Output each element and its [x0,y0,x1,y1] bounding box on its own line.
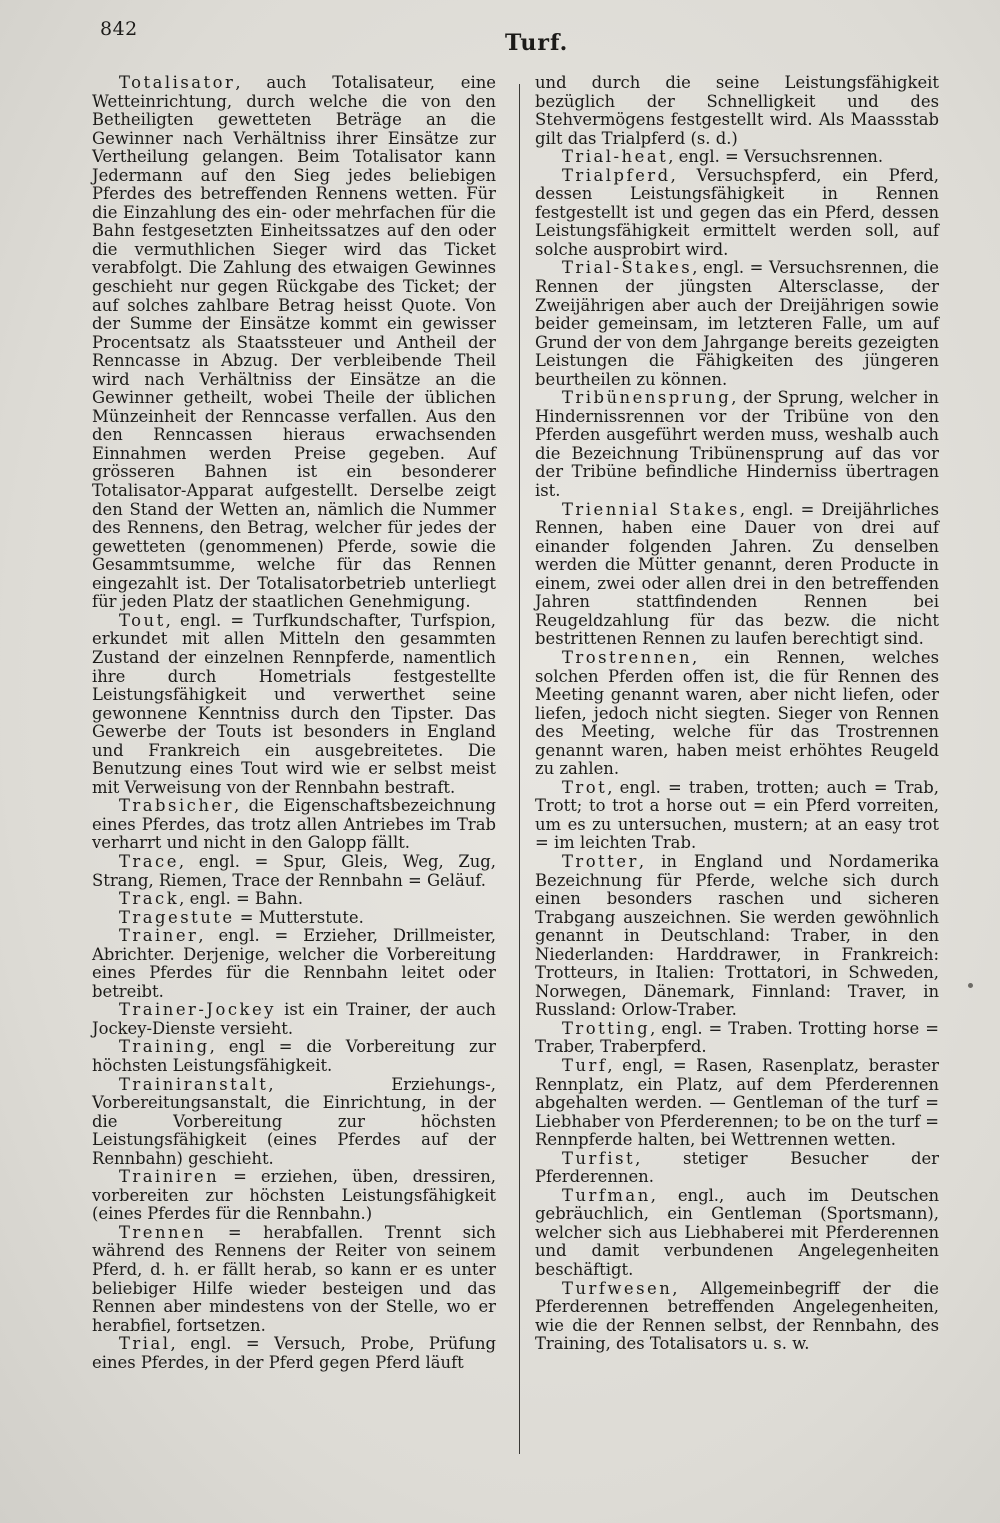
entry-definition: , der Sprung, welcher in Hindernissrennen vor der Tribüne von den Pferden ausgeführt werden muss, weshalb auch die Bezeichnung Tribünensprung auf das vor der Tribüne befindliche Hinderniss übertragen ist. [535,388,939,501]
entry-headword: Trainer [119,926,199,946]
dictionary-entry [92,909,496,928]
entry-definition: = erziehen, üben, dressiren, vorbereiten zur höchsten Leistungsfähigkeit (eines Pferdes für die Rennbahn.) [92,1167,496,1224]
entry-headword: Turfwesen [562,1278,673,1298]
dictionary-entry [535,779,939,853]
dictionary-entry [92,1224,496,1335]
entry-headword: Trialpferd [562,165,671,185]
entry-definition: , die Eigenschaftsbezeichnung eines Pferdes, das trotz allen Antriebes im Trab verharrt und nicht in den Galopp fällt. [92,796,496,853]
entry-definition: und durch die seine Leistungsfähigkeit bezüglich der Schnelligkeit und des Stehvermögens festgestellt wird. Als Maassstab gilt das Trialpferd (s. d.) [535,73,939,148]
entry-definition: , Erziehungs-, Vorbereitungsanstalt, die Einrichtung, in der die Vorbereitung zur höchsten Leistungsfähigkeit (eines Pferdes auf der Rennbahn) geschieht. [92,1074,496,1168]
entry-headword: Trace [119,851,179,871]
entry-definition: , auch Totalisateur, eine Wetteinrichtung, durch welche die von den Betheiligten gewetteten Beträge an die Gewinner nach Verhältniss ihrer Einsätze zur Vertheilung gelangen. Beim Totalisator kann Jedermann auf den Sieg jedes beliebigen Pferdes des betreffenden Rennens wetten. Für die Einzahlung des ein- oder mehrfachen für die Bahn festgesetzten Einheitssatzes auf den oder die vermuthlichen Sieger wird das Ticket verabfolgt. Die Zahlung des etwaigen Gewinnes geschieht nur gegen Rückgabe des Ticket; der auf solches zahlbare Betrag heisst Quote. Von der Summe der Einsätze kommt ein gewisser Procentsatz als Staatssteuer und Antheil der Renncasse in Abzug. Der verbleibende Theil wird nach Verhältniss der Einsätze an die Gewinner getheilt, wobei Theile der üblichen Münzeinheit der Renncasse verfallen. Aus den den Renncassen hieraus erwachsenden Einnahmen werden Preise gegeben. Auf grösseren Bahnen ist ein besonderer Totalisator-Apparat aufgestellt. Derselbe zeigt den Stand der Wetten an, nämlich die Nummer des Rennens, den Betrag, welcher für jedes der gewetteten (genommenen) Pferde, sowie die Gesammtsumme, welche für das Rennen eingezahlt ist. Der Totalisatorbetrieb unterliegt für jeden Platz der staatlichen Genehmigung. [92,73,496,612]
entry-definition: , engl, = Rasen, Rasenplatz, beraster Rennplatz, ein Platz, auf dem Pferderennen abgehalten werden. — Gentleman of the turf = Liebhaber von Pferderennen; to be on the turf = Rennpferde halten, bei Wettrennen wetten. [535,1055,939,1150]
entry-definition: , engl. = Versuch, Probe, Prüfung eines Pferdes, in der Pferd gegen Pferd läuft [92,1334,496,1372]
entry-definition: , engl. = Turfkundschafter, Turfspion, erkundet mit allen Mitteln den gesammten Zustand der einzelnen Rennpferde, namentlich ihre durch Hometrials festgestellte Leistungsfähigkeit und verwerthet seine gewonnene Kenntniss durch den Tipster. Das Gewerbe der Touts ist besonders in England und Frankreich ein ausgebreitetes. Die Benutzung eines Tout wird wie er selbst meist mit Verweisung von der Rennbahn bestraft. [92,610,496,797]
dictionary-entry [535,501,939,649]
page-number: 842 [100,18,138,40]
dictionary-entry [92,612,496,797]
entry-headword: Tribünensprung [562,388,732,408]
entry-headword: Turf [562,1055,608,1075]
print-speck [968,983,973,988]
entry-definition: , engl. = traben, trotten; auch = Trab, Trott; to trot a horse out = ein Pferd vorreiten, um es zu untersuchen, mustern; at an easy trot = im leichten Trab. [535,777,939,853]
dictionary-entry [535,853,939,1020]
entry-headword: Trennen [119,1222,207,1242]
entry-headword: Trainer-Jockey [119,1000,276,1020]
entry-headword: Tragestute [119,907,235,927]
entry-headword: Trial [119,1334,171,1354]
dictionary-entry [92,927,496,1001]
entry-definition: , engl = die Vorbereitung zur höchsten Leistungsfähigkeit. [92,1037,496,1075]
entry-headword: Totalisator [119,73,236,92]
entry-definition: , in England und Nordamerika Bezeichnung für Pferde, welche sich durch einen besonders raschen und sicheren Trabgang auszeichnen. Sie werden gewöhnlich genannt in Deutschland: Traber, in den Niederlanden: Harddrawer, in Frankreich: Trotteurs, in Italien: Trottatori, in Schweden, Norwegen, Dänemark, Finnland: Traver, in Russland: Orlow-Traber. [535,851,939,1020]
entry-definition: = herabfallen. Trennt sich während des Rennens der Reiter von seinem Pferd, d. h. er fällt herab, so kann er es unter beliebiger Hilfe wieder besteigen und das Rennen aber mindestens von der Stelle, wo er herabfiel, fortsetzen. [92,1222,496,1335]
dictionary-entry [535,1150,939,1187]
entry-headword: Trial-heat [562,147,669,167]
entry-headword: Turfist [562,1148,636,1168]
dictionary-entry [535,1057,939,1150]
entry-headword: Trostrennen [562,647,693,667]
dictionary-entry [535,649,939,779]
dictionary-entry [535,1280,939,1354]
entry-headword: Trabsicher [119,796,234,816]
entry-headword: Triennial Stakes [562,499,740,519]
entry-definition: , ein Rennen, welches solchen Pferden offen ist, die für Rennen des Meeting genannt waren, aber nicht liefen, oder liefen, jedoch nicht siegten. Sieger von Rennen des Meeting, welche für das Trostrennen genannt waren, haben meist erhöhtes Reugeld zu zahlen. [535,647,939,779]
entry-headword: Tout [119,610,166,630]
dictionary-entry [92,1168,496,1224]
entry-definition: , engl., auch im Deutschen gebräuchlich, ein Gentleman (Sportsmann), welcher sich aus Liebhaberei mit Pferderennen und damit verbundenen Angelegenheiten beschäftigt. [535,1185,939,1279]
left-column [92,74,496,1372]
entry-definition: , Allgemeinbegriff der die Pferderennen betreffenden Angelegenheiten, wie die der Rennen selbst, der Rennbahn, des Training, des Totalisators u. s. w. [535,1278,939,1354]
dictionary-entry [535,167,939,260]
entry-definition: = Mutterstute. [234,907,364,927]
dictionary-entry [535,389,939,500]
entry-headword: Trotter [562,851,639,871]
entry-headword: Track [119,889,180,909]
dictionary-entry [92,74,496,612]
right-column [535,74,939,1354]
entry-definition: , engl. = Versuchsrennen, die Rennen der jüngsten Altersclasse, der Zweijährigen aber auch der Dreijährigen sowie beider gemeinsam, im letzteren Falle, um auf Grund der von dem Jahrgange bereits gezeigten Leistungen die Fähigkeiten des jüngeren beurtheilen zu können. [535,258,939,389]
entry-definition: , engl. = Versuchsrennen. [668,147,884,167]
dictionary-entry [535,148,939,167]
entry-definition: , engl. = Erzieher, Drillmeister, Abrichter. Derjenige, welcher die Vorbereitung eines Pferdes für die Rennbahn leitet oder betreibt. [92,926,496,1001]
entry-headword: Trainiren [119,1167,220,1187]
entry-definition: , stetiger Besucher der Pferderennen. [535,1148,939,1187]
entry-definition: , engl. = Traben. Trotting horse = Traber, Traberpferd. [535,1018,939,1057]
entry-headword: Trotting [562,1018,651,1038]
entry-headword: Training [119,1037,210,1057]
dictionary-entry [92,1038,496,1075]
dictionary-entry [92,890,496,909]
dictionary-entry [92,1335,496,1372]
entry-headword: Trot [562,777,608,797]
dictionary-entry [535,74,939,148]
dictionary-entry [92,853,496,890]
column-rule [519,84,520,1454]
dictionary-entry [535,1020,939,1057]
entry-definition: , engl. = Spur, Gleis, Weg, Zug, Strang, Riemen, Trace der Rennbahn = Geläuf. [92,851,496,890]
dictionary-entry [92,797,496,853]
dictionary-entry [92,1076,496,1169]
entry-definition: , engl. = Bahn. [179,889,304,909]
dictionary-entry [92,1001,496,1038]
entry-definition: , Versuchspferd, ein Pferd, dessen Leistungsfähigkeit in Rennen festgestellt ist und gegen das ein Pferd, dessen Leistungsfähigkeit ermittelt werden soll, auf solche ausprobirt wird. [535,165,939,259]
dictionary-entry [535,259,939,389]
entry-definition: , engl. = Dreijährliches Rennen, haben eine Dauer von drei auf einander folgenden Jahren. Zu denselben werden die Mütter genannt, deren Producte in einem, zwei oder allen drei in den betreffenden Jahren stattfindenden Rennen bei Reugeldzahlung für das bezw. die nicht bestrittenen Rennen zu laufen berechtigt sind. [535,499,939,649]
dictionary-entry [535,1187,939,1280]
entry-definition: ist ein Trainer, der auch Jockey-Dienste versieht. [92,1000,496,1038]
entry-headword: Trial-Stakes [562,258,693,278]
entry-headword: Trainiranstalt [119,1074,269,1094]
running-head: Turf. [505,30,569,56]
entry-headword: Turfman [562,1185,651,1205]
